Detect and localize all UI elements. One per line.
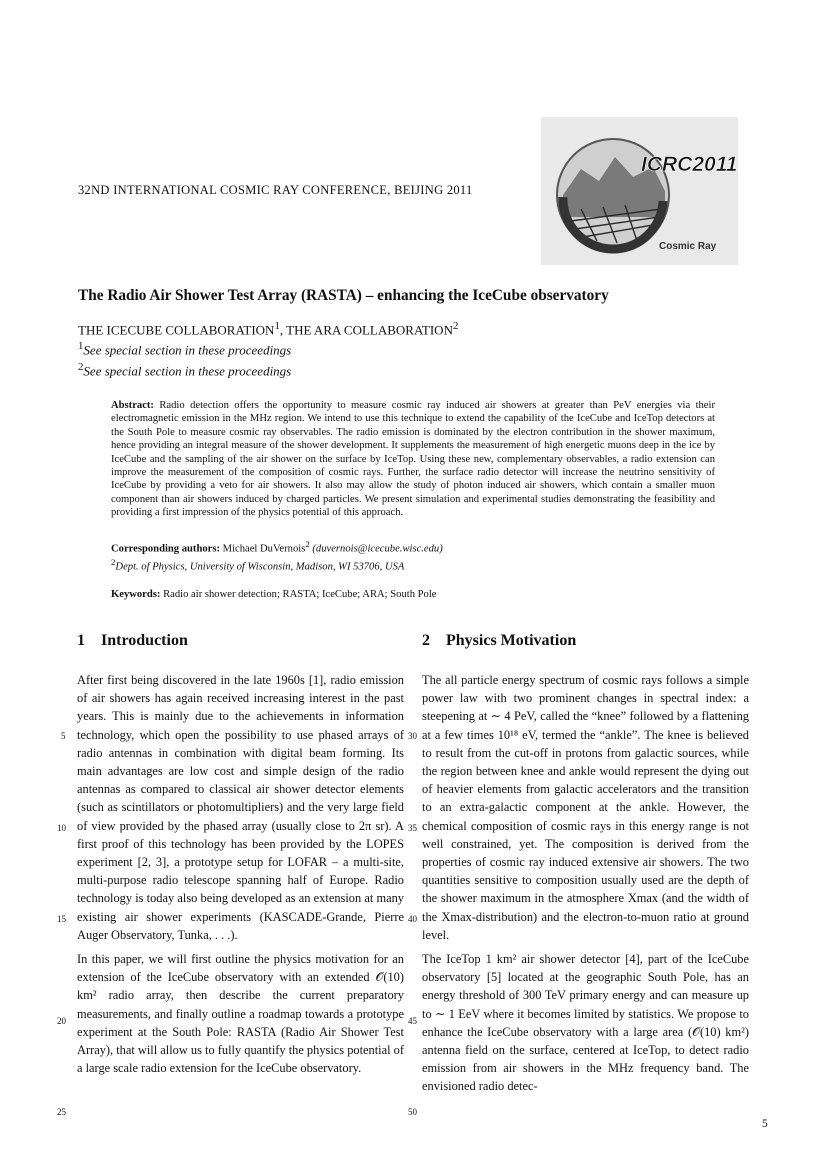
conference-header — [78, 183, 473, 198]
corresponding-email: (duvernois@icecube.wisc.edu) — [312, 543, 443, 555]
author-sup-2: 2 — [452, 320, 459, 332]
author-line — [78, 318, 458, 338]
paper-title: The Radio Air Shower Test Array (RASTA) – enhancing the IceCube observatory — [78, 287, 609, 304]
line-number: 30 — [408, 731, 417, 741]
section-heading-introduction: 1 Introduction — [77, 632, 188, 649]
line-number: 25 — [57, 1107, 66, 1117]
conference-prefix: 32 — [78, 183, 92, 197]
abstract — [111, 399, 715, 520]
line-number: 40 — [408, 914, 417, 924]
author-sup-1: 1 — [274, 320, 280, 332]
author-block — [78, 318, 458, 379]
icrc2011-logo-icon — [541, 117, 738, 265]
section-heading-physics-motivation: 2 Physics Motivation — [422, 632, 577, 649]
line-number: 50 — [408, 1107, 417, 1117]
physics-paragraph-1: The all particle energy spectrum of cosmic rays follows a simple power law with two prominent changes in spectral index: a steepening at ∼ 4 PeV, called the “knee” followed by a flattening at a few times 10¹⁸ eV, termed the “ankle”. The knee is believed to result from the cut-off in protons from galactic sources, while the region between knee and ankle would represent the dying out of heavier elements from galactic accelerators and the transition to an extra-galactic component at the ankle. However, the chemical composition of cosmic rays in this energy range is not well constrained, yet. The composition is derived from the properties of cosmic ray induced extensive air showers. The two quantities sensitive to composition usually used are the depth of the shower maximum in the atmosphere Xmax (and the width of the Xmax-distribution) and the electron-to-muon ratio at ground level. — [422, 673, 749, 942]
affiliation-2: $^2$See special section in these proceedings — [78, 360, 292, 378]
line-number: 15 — [57, 914, 66, 924]
svg-text:Cosmic Ray: Cosmic Ray — [659, 241, 717, 252]
department: $^2$Dept. of Physics, University of Wisconsin, Madison, WI 53706, USA — [111, 556, 405, 573]
line-number: 45 — [408, 1016, 417, 1026]
affiliation-1: $^1$See special section in these proceedings — [78, 340, 292, 358]
conference-name: ND INTERNATIONAL COSMIC RAY CONFERENCE, BEIJING 2011 — [91, 183, 473, 197]
column-right — [422, 632, 749, 1102]
line-number: 10 — [57, 823, 66, 833]
line-number: 5 — [61, 731, 66, 741]
abstract-label: Abstract: — [111, 400, 154, 411]
abstract-block — [111, 399, 715, 601]
intro-paragraph-2: In this paper, we will first outline the physics motivation for an extension of the IceCube observatory with an extended 𝒪(10) km² radio array, then describe the current preparatory measurements, and finally outline a roadmap towards a prototype experiment at the South Pole: RASTA (Radio Air Shower Test Array), that will allow us to fully quantify the physics potential of a large scale radio extension for the IceCube observatory. — [77, 952, 404, 1076]
corresponding-authors: Corresponding authors: Michael DuVernois$^2$ (duvernois@icecube.wisc.edu) — [111, 538, 443, 555]
author-ara: , THE ARA COLLABORATION — [279, 322, 453, 338]
abstract-text: Radio detection offers the opportunity to measure cosmic ray induced air showers at greater than PeV energies via their electromagnetic emission in the MHz region. We intend to use this technique to extend the capability of the IceCube and IceTop detectors at the South Pole to measure cosmic ray observables. The radio emission is dominated by the electron contribution in the shower maximum, hence providing an integral measure of the shower development. It supplements the measurement of high energetic muons deep in the ice by IceCube and the sampling of the air shower on the surface by IceTop. Using these new, complementary observables, a radio extension can improve the measurement of the composition of cosmic rays. Further, the surface radio detector will increase the neutrino sensitivity of IceCube by providing a veto for air showers. It also may allow the study of photon induced air showers, which contain a smaller muon component than air showers induced by charged particles. We present simulation and experimental studies demonstrating the feasibility and providing a first impression of the physics potential of this approach. — [111, 400, 715, 519]
column-left — [77, 632, 404, 1083]
line-number: 35 — [408, 823, 417, 833]
line-number: 20 — [57, 1016, 66, 1026]
intro-paragraph-1: After first being discovered in the late 1960s [1], radio emission of air showers has again received increasing interest in the past years. This is mainly due to the achievements in information technology, which open the possibility to use phased arrays of radio antennas in combination with digital beam forming. Its main advantages are low cost and simple design of the radio antennas as compared to classical air shower detector elements (such as scintillators or photomultipliers) and the very large field of view provided by the phased array (usually close to 2π sr). A first proof of this technology has been provided by the LOPES experiment [2, 3], a prototype setup for LOFAR – a multi-site, multi-purpose radio telescope spanning half of Europe. Radio technology is today also being developed as an extension at many existing air shower experiments (KASCADE-Grande, Pierre Auger Observatory, Tunka, . . .). — [77, 673, 404, 942]
author-icecube: THE ICECUBE COLLABORATION — [78, 322, 275, 338]
page-number: 5 — [762, 1118, 768, 1130]
keywords: Keywords: Radio air shower detection; RASTA; IceCube; ARA; South Pole — [111, 588, 437, 600]
physics-paragraph-2: The IceTop 1 km² air shower detector [4], part of the IceCube observatory [5] located at the geographic South Pole, has an energy threshold of 300 TeV primary energy and can measure up to ∼ 1 EeV where it becomes limited by statistics. We propose to enhance the IceCube observatory with a large area (𝒪(10) km²) antenna field on the surface, centered at IceTop, to detect radio emission from air showers in the MHz frequency band. The envisioned radio detec- — [422, 952, 749, 1094]
logo-main-text: ICRC2011 — [641, 153, 738, 176]
